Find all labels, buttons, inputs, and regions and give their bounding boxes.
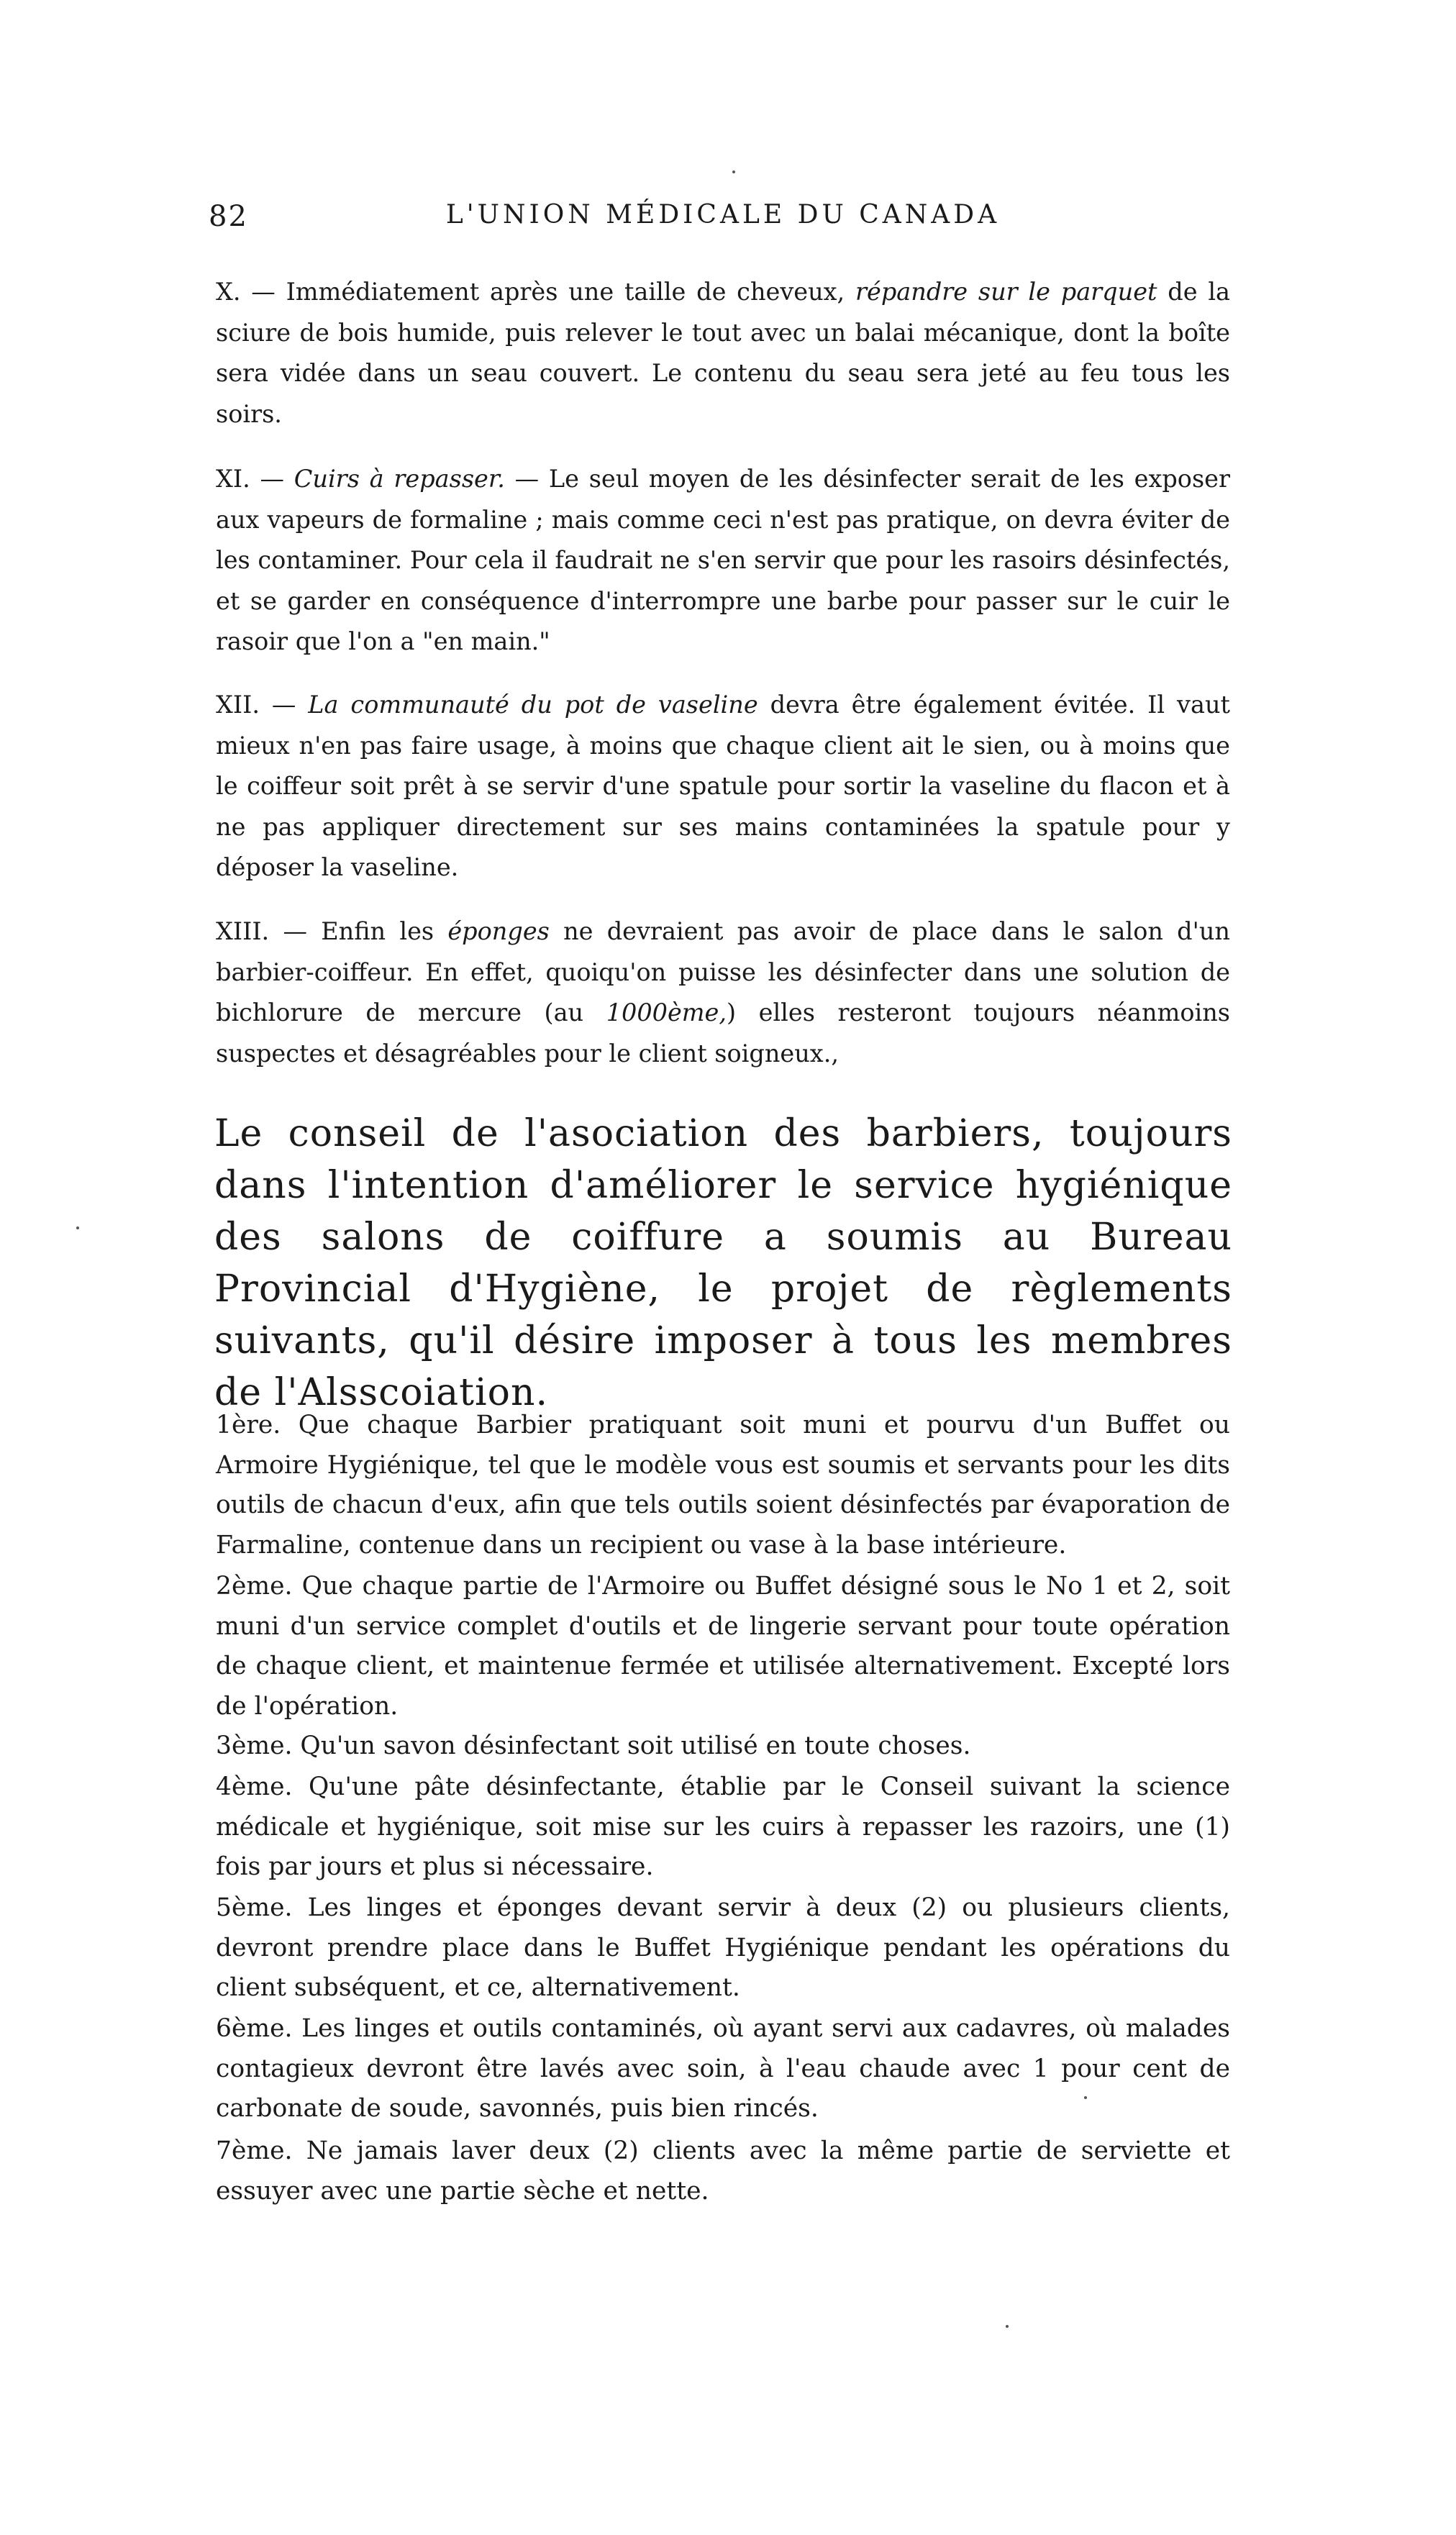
- rule-2: 2ème. Que chaque partie de l'Armoire ou Buffet désigné sous le No 1 et 2, soit muni d'un service complet d'outils et de lingerie servant pour toute opération de chaque client, et maintenue fermée et utilisée alternativement. Excepté lors de l'opération.: [216, 1572, 1230, 1721]
- article-number: XI. —: [216, 465, 294, 493]
- page-header: [209, 200, 1237, 243]
- rule-4: 4ème. Qu'une pâte désinfectante, établie par le Conseil suivant la science médicale et hygiénique, soit mise sur les cuirs à repasser les razoirs, une (1) fois par jours et plus si nécessaire.: [216, 1772, 1230, 1881]
- article-number: XII. —: [216, 691, 309, 719]
- page-number: 82: [209, 200, 248, 233]
- scan-speck: [1084, 2096, 1087, 2099]
- scan-speck: [76, 1226, 79, 1229]
- rule-1: 1ère. Que chaque Barbier pratiquant soit muni et pourvu d'un Buffet ou Armoire Hygiénique, tel que le modèle vous est soumis et servants pour les dits outils de chacun d'eux, afin que tels outils soient désinfectés par évaporation de Farmaline, contenue dans un recipient ou vase à la base intérieure.: [216, 1411, 1230, 1560]
- article-xii: XII. — La communauté du pot de vaseline devra être également évitée. Il vaut mieux n'en pas faire usage, à moins que chaque client ait le sien, ou à moins que le coiffeur soit prêt à se servir d'une spatule pour sortir la vaseline du flacon et à ne pas appliquer directement sur ses mains contaminées la spatule pour y déposer la vaseline.: [216, 691, 1230, 881]
- rule-3: 3ème. Qu'un savon désinfectant soit utilisé en toute choses.: [216, 1731, 971, 1760]
- rule-7: 7ème. Ne jamais laver deux (2) clients avec la même partie de serviette et essuyer avec une partie sèche et nette.: [216, 2136, 1230, 2206]
- intro-paragraph: Le conseil de l'asociation des barbiers, toujours dans l'intention d'améliorer le service hygiénique des salons de coiffure a soumis au Bureau Provincial d'Hygiène, le projet de règlements suivants, qu'il désire imposer à tous les membres de l'Alsscoiation.: [214, 1112, 1232, 1414]
- scan-speck: [1006, 2325, 1009, 2328]
- article-xi: XI. — Cuirs à repasser. — Le seul moyen de les désinfecter serait de les exposer aux vapeurs de formaline ; mais comme ceci n'est pas pratique, on devra éviter de les contaminer. Pour cela il faudrait ne s'en servir que pour les rasoirs désinfectés, et se garder en conséquence d'interrompre une barbe pour passer sur le cuir le rasoir que l'on a "en main.": [216, 465, 1231, 655]
- article-number: X. —: [216, 278, 286, 306]
- rule-5: 5ème. Les linges et éponges devant servir à deux (2) ou plusieurs clients, devront prendre place dans le Buffet Hygiénique pendant les opérations du client subséquent, et ce, alternativement.: [216, 1893, 1230, 2002]
- rule-6: 6ème. Les linges et outils contaminés, où ayant servi aux cadavres, où malades contagieux devront être lavés avec soin, à l'eau chaude avec 1 pour cent de carbonate de soude, savonnés, puis bien rincés.: [216, 2014, 1230, 2123]
- scan-speck: [732, 170, 735, 173]
- running-head: L'UNION MÉDICALE DU CANADA: [445, 200, 1001, 229]
- article-x: X. — Immédiatement après une taille de cheveux, répandre sur le parquet de la sciure de bois humide, puis relever le tout avec un balai mécanique, dont la boîte sera vidée dans un seau couvert. Le contenu du seau sera jeté au feu tous les soirs.: [216, 278, 1231, 428]
- article-xiii: XIII. — Enfin les éponges ne devraient pas avoir de place dans le salon d'un barbier-coiffeur. En effet, quoiqu'on puisse les désinfecter dans une solution de bichlorure de mercure (au 1000ème,) elles resteront toujours néanmoins suspectes et désagréables pour le client soigneux.,: [216, 917, 1230, 1068]
- article-number: XIII. —: [216, 917, 322, 945]
